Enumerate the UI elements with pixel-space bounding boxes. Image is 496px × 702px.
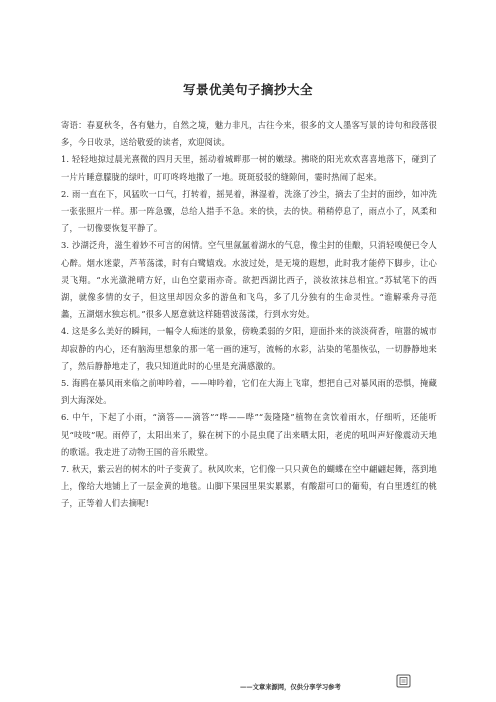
paragraph-5: 5. 海鸥在暴风雨来临之前呻吟着，——呻吟着，它们在大海上飞窜，想把自己对暴风雨的恐惧，掩藏到大海深处。	[61, 378, 437, 406]
intro-paragraph: 寄语：春夏秋冬，各有魅力，自然之境，魅力非凡，古往今来，很多的文人墨客写景的诗句和段落很多，今日收录，送给敬爱的读者，欢迎阅读。	[61, 120, 437, 148]
page-title: 写景优美句子摘抄大全	[182, 82, 313, 97]
paragraph-3: 3. 沙湖泛舟，滋生着妙不可言的闲情。空气里氤氲着湖水的气息，像尘封的佳酿，只消轻嗅便已令人心醉。烟水迷蒙，芦苇荡漾，时有白鹭嬉戏。水波过处，是无境的遐想，此时我才能停下脚步，让心灵飞翔。“水光潋滟晴方好，山色空蒙雨亦奇。欲把西湖比西子，淡妆浓抹总相宜。”苏轼笔下的西湖，就像多情的女子，但这里却因众多的游鱼和飞鸟，多了几分独有的生命灵性。“谁解乘舟寻范蠡，五湖烟水独忘机。”很多人愿意就这样随碧波荡漾，行到水穷处。	[61, 240, 437, 320]
paragraph-4: 4. 这是多么美好的瞬间，一幅令人痴迷的景象，傍晚柔弱的夕阳，迎面扑来的淡淡荷香，喧嚣的城市却寂静的内心，还有脑海里想象的那一笔一画的速写，流畅的水彩，沾染的笔墨恢弘，一切静静地来了，然后静静地走了，我只知道此时的心里是充满感激的。	[61, 326, 437, 371]
paragraph-1: 1. 轻轻地掠过晨光熹微的四月天里，摇动着城畔那一树的嫩绿。拂晓的阳光欢欢喜喜地落下，碰到了一片片睡意朦胧的绿叶，叮叮咚咚地撒了一地。斑斑驳驳的缝隙间，霎时热闹了起来。	[61, 154, 437, 182]
paragraph-6: 6. 中午，下起了小雨，“滴答——滴答”“哗——哗”“轰隆隆”植物在贪饮着雨水，仔细听，还能听见“吱吱”呢。雨停了，太阳出来了，躲在树下的小昆虫爬了出来晒太阳，老虎的吼叫声好像震动天地的歌谣。我走进了动物王国的音乐殿堂。	[61, 412, 437, 457]
source-footer: ——文章来源网，仅供分享学习参考	[240, 684, 341, 691]
article-body	[61, 117, 437, 513]
document-icon	[396, 674, 412, 689]
paragraph-7: 7. 秋天，紫云岩的树木的叶子变黄了。秋风吹来，它们像一只只黄色的蝴蝶在空中翩翩起舞，落到地上，像给大地铺上了一层金黄的地毯。山脚下果园里果实累累，有酸甜可口的葡萄，有白里透红的桃子，正等着人们去摘呢!	[61, 464, 437, 509]
paragraph-2: 2. 雨一直在下，风猛吹一口气，打转着，摇晃着，淋湿着，洗涤了沙尘，摘去了尘封的面纱，如冲洗一张张照片一样。那一阵急骤，总给人措手不急。来的快，去的快。稍稍停息了，雨点小了，风柔和了，一切像要恢复平静了。	[61, 188, 437, 234]
